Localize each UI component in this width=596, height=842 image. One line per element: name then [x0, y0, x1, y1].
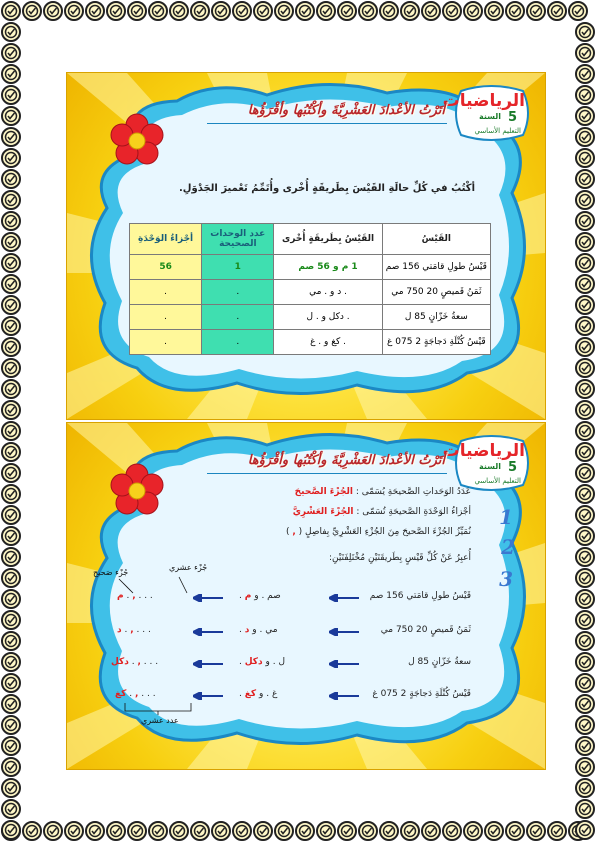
- stage-label: التعليم الأساسي: [474, 127, 521, 135]
- col-parts: أجْزاءُ الوَحْدَةِ: [130, 224, 202, 255]
- arrow-left-icon: [329, 692, 359, 700]
- table-row: [130, 255, 491, 280]
- rule-text: عَدَدُ الوَحَداتِ الصَّحيحَةِ يُسَمّى :: [355, 487, 471, 497]
- unit-small: غ: [271, 689, 278, 699]
- cell-measure: قَيْسُ طولِ قامَتي 156 صم: [382, 255, 490, 280]
- arrow-left-icon: [329, 594, 359, 602]
- comma-mark: ,: [134, 689, 139, 699]
- subject-badge: [442, 85, 531, 141]
- comma-mark: ,: [132, 591, 136, 601]
- arrow-left-icon: [193, 692, 223, 700]
- title-underline: [207, 123, 447, 124]
- arrow-left-icon: [329, 628, 359, 636]
- unit-large: دكل: [111, 657, 129, 667]
- decimal-form: كغ . , . . .: [115, 689, 156, 699]
- brand-label: الرياضيات: [442, 441, 525, 461]
- title-underline: [207, 473, 447, 474]
- rule-integer-part: [295, 487, 471, 497]
- conversion-units: غ . و كغ .: [239, 689, 278, 699]
- cell-measure: قَيْسُ كُتْلَةِ دَجاجَةٍ 2 075 غ: [382, 330, 490, 355]
- col-units: عدد الوحدات الصحيحة: [202, 224, 274, 255]
- rule-decimal-part: [293, 507, 471, 517]
- unit-large: د: [244, 625, 250, 635]
- conjunction: و: [254, 591, 259, 601]
- stage-label: التعليم الأساسي: [474, 477, 521, 485]
- unit-small: صم: [267, 591, 281, 601]
- unit-large: د: [117, 625, 122, 635]
- conversion-measure: ثَمَنُ قَميصٍ 20 750 مي: [380, 625, 471, 635]
- cell-parts[interactable]: 56: [130, 255, 202, 280]
- unit-small: مي: [265, 625, 278, 635]
- decimal-form: د . , . . .: [117, 625, 151, 635]
- conjunction: و: [265, 657, 270, 667]
- rule-separator: [286, 527, 471, 537]
- measures-table: [129, 223, 491, 355]
- unit-large: كغ: [115, 689, 127, 699]
- cell-units[interactable]: .: [202, 330, 274, 355]
- conjunction: و: [259, 689, 264, 699]
- arrow-left-icon: [329, 660, 359, 668]
- comma-mark: ,: [130, 625, 134, 635]
- year-number: 5: [507, 460, 517, 475]
- label-decimal-number: عدد عشري: [141, 716, 179, 725]
- cell-units[interactable]: .: [202, 305, 274, 330]
- worksheet-panel-1: [66, 72, 546, 420]
- arrow-left-icon: [193, 628, 223, 636]
- cell-parts[interactable]: .: [130, 280, 202, 305]
- col-other: القَيْسُ بِطَريقَةٍ أُخْرى: [274, 224, 382, 255]
- cell-other: 1 م و 56 صم: [274, 255, 382, 280]
- arrow-left-icon: [193, 660, 223, 668]
- cell-measure: ثَمَنُ قَميصٍ 20 750 مي: [382, 280, 490, 305]
- cell-other[interactable]: . د و . مي: [274, 280, 382, 305]
- unit-large: كغ: [244, 689, 257, 699]
- conversion-measure: سعةُ خَزّانٍ 85 ل: [408, 657, 471, 667]
- conversion-units: ل . و دكل .: [239, 657, 285, 667]
- rule-term: الجُزْءَ الصَّحيحَ: [294, 487, 353, 497]
- comma-mark: ,: [292, 527, 296, 537]
- worksheet-panel-2: [66, 422, 546, 770]
- table-header-row: [130, 224, 491, 255]
- cell-other[interactable]: . دكل و . ل: [274, 305, 382, 330]
- lesson-title: أتَرْتُ الأعْدادَ العَشْرِيَّةَ وأكْتُبُها وأقْرَؤُها: [247, 103, 445, 118]
- table-row: [130, 330, 491, 355]
- cell-parts[interactable]: .: [130, 330, 202, 355]
- year-label: السنة: [478, 462, 501, 471]
- comma-mark: ,: [137, 657, 141, 667]
- col-measure: القَيْسُ: [382, 224, 490, 255]
- year-label: السنة: [478, 112, 501, 121]
- rule-text: نُمَيِّزُ الجُزْءَ الصَّحيحَ مِنَ الجُزْءِ العَشْرِيِّ بِفاصِلٍ (: [298, 527, 471, 537]
- year-number: 5: [507, 110, 517, 125]
- cell-units[interactable]: .: [202, 280, 274, 305]
- label-decimal-part: جُزْء عشري: [169, 563, 208, 572]
- subject-badge: [442, 435, 531, 491]
- instruction-text: أُعبِرُ عَنْ كُلِّ قَيْسٍ بِطَريقَتَيْنِ مُخْتَلِفَتَيْنِ:: [328, 553, 471, 563]
- cell-units[interactable]: 1: [202, 255, 274, 280]
- decimal-brace: [123, 703, 193, 715]
- conjunction: و: [252, 625, 257, 635]
- cell-measure: سعةُ خَزّانٍ 85 ل: [382, 305, 490, 330]
- arrow-left-icon: [193, 594, 223, 602]
- rule-text: ): [285, 527, 290, 537]
- rule-term: الجُزْءَ العَشْرِيَّ: [292, 507, 354, 517]
- instruction-text: أكْتُبُ في كُلِّ حالَةِ القَيْسَ بِطَريقَةٍ أُخْرى وأُتَمِّمُ تَعْميرَ الجَدْوَلِ.: [179, 183, 475, 194]
- brand-label: الرياضيات: [442, 91, 525, 111]
- cell-other[interactable]: . كغ و . غ: [274, 330, 382, 355]
- unit-large: م: [244, 591, 252, 601]
- conversion-measure: قَيْسُ طولِ قامَتي 156 صم: [369, 591, 471, 601]
- number-two-icon: 2: [501, 535, 515, 559]
- unit-large: م: [117, 591, 124, 601]
- decimal-form: دكل . , . . .: [111, 657, 159, 667]
- rule-text: أجْزاءُ الوَحْدَةِ الصَّحيحَةِ تُسَمّى :: [356, 507, 471, 517]
- label-integer-part: جُزْء صَحيح: [93, 568, 129, 577]
- table-row: [130, 305, 491, 330]
- number-one-icon: 1: [499, 505, 513, 529]
- flower-icon: [109, 463, 165, 519]
- conversion-measure: قَيْسُ كُتْلَةِ دَجاجَةٍ 2 075 غ: [372, 689, 471, 699]
- unit-small: ل: [278, 657, 285, 667]
- decimal-form: م . , . . .: [117, 591, 153, 601]
- unit-large: دكل: [244, 657, 263, 667]
- table-row: [130, 280, 491, 305]
- conversion-units: صم . و م .: [239, 591, 281, 601]
- lesson-title: أتَرْتُ الأعْدادَ العَشْرِيَّةَ وأكْتُبُها وأقْرَؤُها: [247, 453, 445, 468]
- conversion-units: مي . و د .: [239, 625, 278, 635]
- number-three-icon: 3: [499, 567, 513, 591]
- flower-icon: [109, 113, 165, 169]
- cell-parts[interactable]: .: [130, 305, 202, 330]
